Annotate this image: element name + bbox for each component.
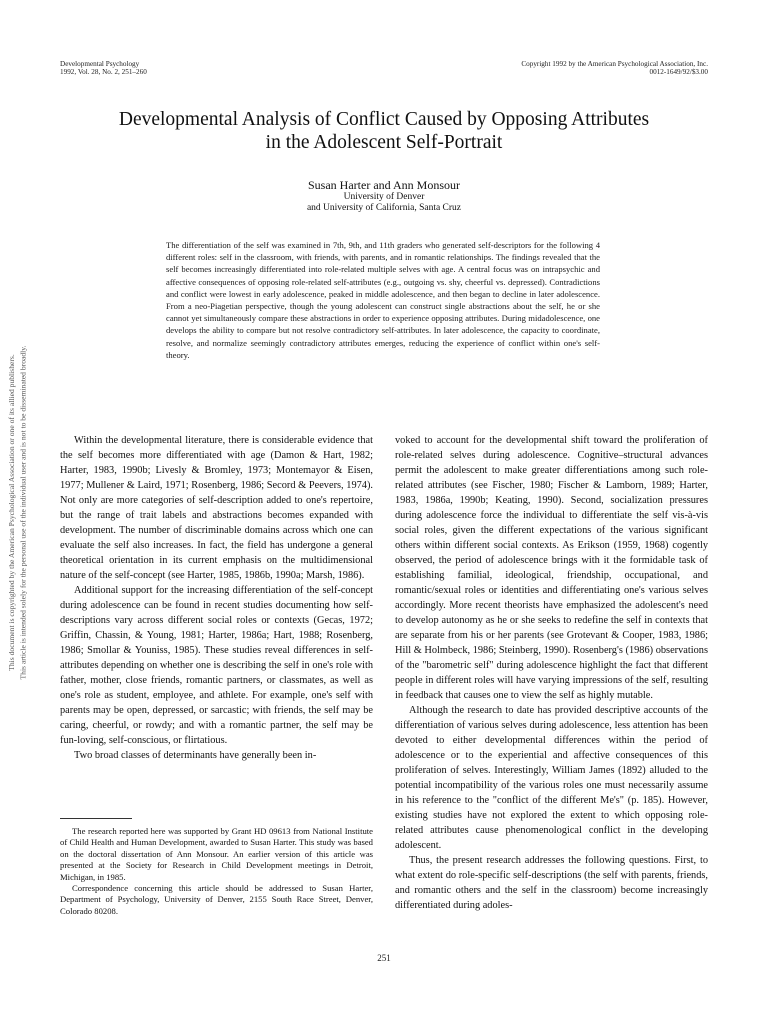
title-line-1: Developmental Analysis of Conflict Caused by Opposing Attributes [118,109,650,130]
article-code: 0012-1649/92/$3.00 [649,68,708,76]
body-column-right [395,433,708,913]
paragraph: Two broad classes of determinants have generally been in- [74,750,317,761]
footnote: Correspondence concerning this article should be addressed to Susan Harter, Department of Psychology, University of Denver, 2155 South Race Street, Denver, Colorado 80208. [60,883,373,916]
affiliation-2: and University of California, Santa Cruz [306,203,462,213]
footnote: The research reported here was supported by Grant HD 09613 from National Institute of Child Health and Human Development, awarded to Susan Harter. This study was based on the doctoral dissertation of Ann Monsour. An earlier version of this article was presented at the Society for Research in Child Development meetings in Detroit, Michigan, in 1985. [60,826,373,882]
body-column-left [60,433,373,763]
footnote-divider [60,818,132,819]
journal-name: Developmental Psychology [60,60,140,68]
author-block [60,178,708,214]
affiliation-1: University of Denver [343,192,425,202]
sidebar-text-2: This article is intended solely for the personal use of the individual user and is not to be disseminated broadly. [18,345,28,679]
paragraph: Additional support for the increasing differentiation of the self-concept during adolescence can be found in recent studies documenting how self-descriptions vary across different social roles or contexts (Gecas, 1972; Griffin, Chassin, & Young, 1981; Harter, 1986a; Hart, 1988; Rosenberg, 1986; Smollar & Youniss, 1985). These studies reveal differences in self-attributes depending on whether one is describing the self in one's role with father, mother, close friends, romantic partners, or classmates, as well as one's role as student, employee, and athlete. For example, one's self with parents may be open, depressed, or sarcastic; with friends, the self may be caring, cheerful, or rowdy; and with a romantic partner, the self may be fun-loving, self-conscious, or flirtatious. [60,585,373,746]
copyright-sidebar-line-1 [7,0,16,1024]
copyright-sidebar-line-2 [18,0,27,1024]
volume-info: 1992, Vol. 28, No. 2, 251–260 [60,68,147,76]
page-number: 251 [377,953,391,963]
author-names: Susan Harter and Ann Monsour [308,178,460,192]
paragraph: Thus, the present research addresses the following questions. First, to what extent do role-specific self-descriptions (the self with parents, friends, and romantic others and the self in the classroom) become increasingly differentiated during adoles- [395,855,708,911]
copyright-notice [521,60,708,76]
paragraph: Although the research to date has provided descriptive accounts of the differentiation of various selves during adolescence, less attention has been devoted to either developmental differences within the period of adolescence or to the experiential and affective consequences of this proliferation of selves. Interestingly, William James (1892) alluded to the potential incompatibility of the various roles one must necessarily assume in his reference to the "conflict of the different Me's" (p. 185). However, existing studies have not explored the extent to which opposing role-related attributes cause phenomenological conflict in the developing adolescent. [395,705,708,851]
paragraph: Within the developmental literature, there is considerable evidence that the self becomes more differentiated with age (Damon & Hart, 1982; Harter, 1983, 1990b; Livesly & Bromley, 1973; Montemayor & Eisen, 1977; Mullener & Laird, 1971; Rosenberg, 1986; Secord & Peevers, 1974). Not only are more categories of self-description added to one's repertoire, but the range of trait labels and abstractions becomes expanded with development. The number of discriminable domains across which one can evaluate the self also increases. In fact, the field has undergone a general theoretical orientation in its current emphasis on the multidimensional nature of the self-concept (see Harter, 1985, 1986b, 1990a; Marsh, 1986). [60,435,373,581]
article-title [60,108,708,154]
journal-citation [60,60,147,76]
abstract: The differentiation of the self was examined in 7th, 9th, and 11th graders who generated self-descriptors for the following 4 different roles: self in the classroom, with friends, with parents, and in romantic relationships. The findings revealed that the self becomes increasingly differentiated into role-related multiple selves with age. A central focus was on intrapsychic and affective consequences of opposing role-related self-attributes (e.g., outgoing vs. shy, cheerful vs. depressed). Contradictions and conflict were lowest in early adolescence, peaked in middle adolescence, and then began to decline in later adolescence. From a neo-Piagetian perspective, though the young adolescent can construct single abstractions about the self, he or she cannot yet simultaneously compare these abstractions in order to experience opposing attributes. During midadolescence, one develops the ability to compare but not resolve contradictory self-attributes. In later adolescence, the capacity to coordinate, resolve, and normalize seemingly contradictory attributes emerges, reducing the experience of conflict within one's self-theory. [166,240,600,360]
footnotes [60,826,373,917]
copyright-line: Copyright 1992 by the American Psychological Association, Inc. [521,60,708,68]
sidebar-text-1: This document is copyrighted by the American Psychological Association or one of its allied publishers. [7,353,16,671]
title-line-2: in the Adolescent Self-Portrait [265,132,503,153]
paragraph: voked to account for the developmental shift toward the proliferation of role-related selves during adolescence. Cognitive–structural advances permit the adolescent to make greater differentiations among such role-related attributes (see Fischer, 1980; Fischer & Lamborn, 1989; Harter, 1983, 1986a, 1990b; Keating, 1990). Second, socialization pressures during adolescence force the individual to differentiate the self vis-à-vis social roles, given the different expectations of the various significant others within different social contexts. As Erikson (1959, 1968) cogently observed, the period of adolescence brings with it the formidable task of establishing familial, ideological, friendship, occupational, and romantic/sexual roles or identities and differentiating one's various selves accordingly. More recent theorists have emphasized the adolescent's need to develop autonomy as he or she seeks to redefine the self in contexts that are separate from his or her parents (see Grotevant & Cooper, 1983, 1986; Hill & Holmbeck, 1986; Steinberg, 1990). Rosenberg's (1986) observations of the "barometric self" during adolescence highlight the fact that different people in different roles will have varying impressions of the self, resulting in feedback that causes one to view the self as highly mutable. [395,435,708,701]
